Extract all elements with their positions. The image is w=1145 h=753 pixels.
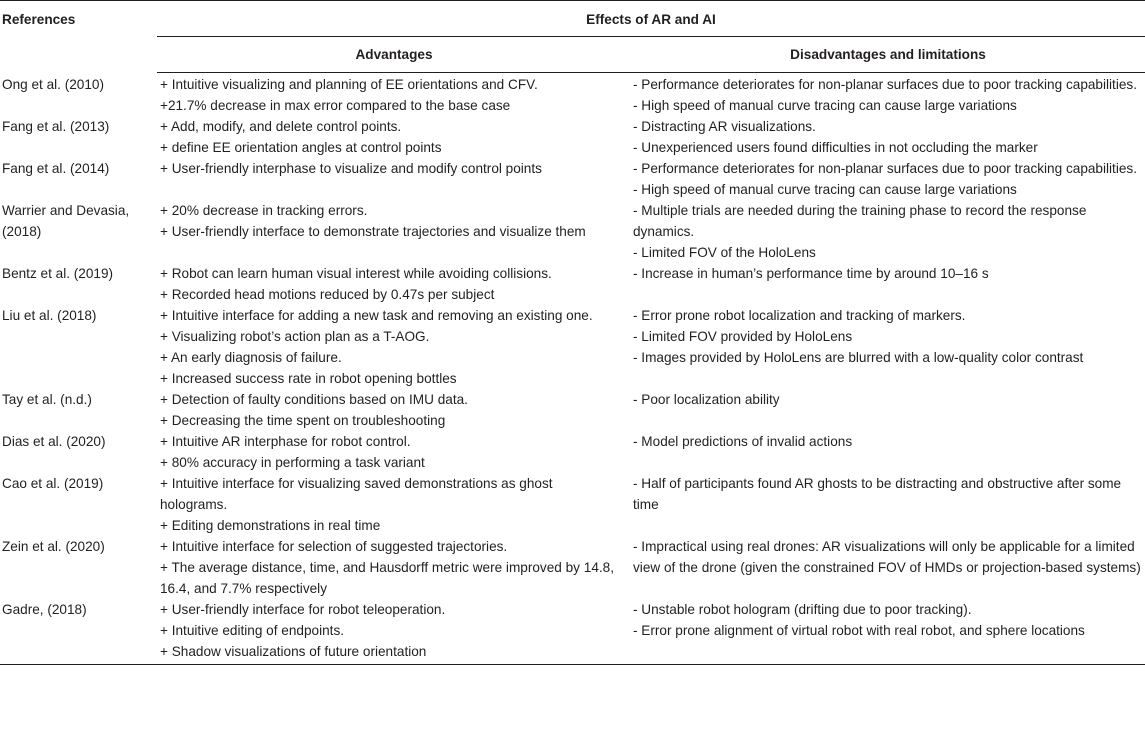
- disadvantage-item: - High speed of manual curve tracing can cause large variations: [633, 98, 1017, 113]
- table-row: [0, 263, 1145, 305]
- advantage-item: + User-friendly interphase to visualize and modify control points: [160, 161, 542, 176]
- disadvantage-item: - Performance deteriorates for non-planar surfaces due to poor tracking capabilities.: [633, 161, 1137, 176]
- table-row: [0, 473, 1145, 536]
- advantage-item: + Intuitive editing of endpoints.: [160, 623, 345, 638]
- advantage-item: + Visualizing robot’s action plan as a T-AOG.: [160, 329, 430, 344]
- disadvantage-item: - High speed of manual curve tracing can cause large variations: [633, 182, 1017, 197]
- disadvantage-item: - Performance deteriorates for non-planar surfaces due to poor tracking capabilities.: [633, 77, 1137, 92]
- advantage-item: + Detection of faulty conditions based on IMU data.: [160, 392, 468, 407]
- advantage-item: + User-friendly interface for robot teleoperation.: [160, 602, 446, 617]
- advantage-item: + User-friendly interface to demonstrate trajectories and visualize them: [160, 224, 586, 239]
- advantage-item: + Increased success rate in robot opening bottles: [160, 371, 457, 386]
- disadvantages-cell: [631, 599, 1145, 665]
- disadvantages-cell: [631, 431, 1145, 473]
- advantage-item: + An early diagnosis of failure.: [160, 350, 342, 365]
- reference-cell: Tay et al. (n.d.): [2, 392, 92, 407]
- disadvantage-item: - Unstable robot hologram (drifting due to poor tracking).: [633, 602, 972, 617]
- disadvantage-item: - Poor localization ability: [633, 392, 780, 407]
- table-row: [0, 305, 1145, 389]
- advantages-cell: [157, 116, 631, 158]
- disadvantage-item: - Limited FOV of the HoloLens: [633, 245, 816, 260]
- advantage-item: +21.7% decrease in max error compared to the base case: [160, 98, 511, 113]
- reference-cell: Cao et al. (2019): [2, 476, 104, 491]
- table-body: [0, 73, 1145, 665]
- table-row: [0, 158, 1145, 200]
- advantage-item: + Robot can learn human visual interest while avoiding collisions.: [160, 266, 552, 281]
- advantage-item: + The average distance, time, and Hausdorff metric were improved by 14.8, 16.4, and 7.7% respectively: [160, 560, 614, 596]
- reference-cell: Zein et al. (2020): [2, 539, 105, 554]
- disadvantages-cell: [631, 158, 1145, 200]
- reference-cell: Dias et al. (2020): [2, 434, 106, 449]
- table-row: [0, 116, 1145, 158]
- disadvantages-cell: [631, 389, 1145, 431]
- table-row: [0, 431, 1145, 473]
- disadvantages-cell: [631, 536, 1145, 599]
- disadvantage-item: - Limited FOV provided by HoloLens: [633, 329, 853, 344]
- advantages-cell: [157, 431, 631, 473]
- disadvantage-item: - Increase in human’s performance time by around 10–16 s: [633, 266, 989, 281]
- advantages-cell: [157, 536, 631, 599]
- advantages-cell: [157, 263, 631, 305]
- disadvantage-item: - Half of participants found AR ghosts to be distracting and obstructive after some time: [633, 476, 1122, 512]
- advantage-item: + Editing demonstrations in real time: [160, 518, 381, 533]
- reference-cell: Liu et al. (2018): [2, 308, 97, 323]
- disadvantages-cell: [631, 116, 1145, 158]
- table-row: [0, 200, 1145, 263]
- disadvantage-item: - Impractical using real drones: AR visualizations will only be applicable for a limited view of the drone (given the constrained FOV of HMDs or projection-based systems): [633, 539, 1141, 575]
- advantages-cell: [157, 305, 631, 389]
- table-row: [0, 73, 1145, 117]
- effects-header: Effects of AR and AI: [157, 1, 1145, 37]
- advantages-cell: [157, 599, 631, 665]
- reference-cell: Fang et al. (2013): [2, 119, 110, 134]
- disadvantage-item: - Error prone robot localization and tracking of markers.: [633, 308, 966, 323]
- advantage-item: + Intuitive interface for selection of suggested trajectories.: [160, 539, 508, 554]
- reference-cell: Fang et al. (2014): [2, 161, 110, 176]
- disadvantage-item: - Distracting AR visualizations.: [633, 119, 816, 134]
- disadvantages-cell: [631, 200, 1145, 263]
- advantage-item: + Intuitive visualizing and planning of EE orientations and CFV.: [160, 77, 538, 92]
- disadvantages-cell: [631, 473, 1145, 536]
- references-header: References: [0, 1, 157, 37]
- disadvantages-cell: [631, 263, 1145, 305]
- advantages-cell: [157, 389, 631, 431]
- advantage-item: + Shadow visualizations of future orientation: [160, 644, 427, 659]
- disadvantages-header: Disadvantages and limitations: [631, 37, 1145, 73]
- disadvantages-cell: [631, 73, 1145, 117]
- advantage-item: + Recorded head motions reduced by 0.47s per subject: [160, 287, 495, 302]
- header-row-sub: [0, 37, 1145, 73]
- advantages-cell: [157, 473, 631, 536]
- advantage-item: + Decreasing the time spent on troubleshooting: [160, 413, 446, 428]
- advantage-item: + define EE orientation angles at control points: [160, 140, 442, 155]
- advantage-item: + Intuitive interface for visualizing saved demonstrations as ghost holograms.: [160, 476, 553, 512]
- advantages-cell: [157, 73, 631, 117]
- reference-cell: Warrier and Devasia, (2018): [2, 203, 130, 239]
- disadvantage-item: - Unexperienced users found difficulties in not occluding the marker: [633, 140, 1038, 155]
- table-row: [0, 599, 1145, 665]
- advantages-header: Advantages: [157, 37, 631, 73]
- advantage-item: + Intuitive interface for adding a new task and removing an existing one.: [160, 308, 593, 323]
- disadvantage-item: - Model predictions of invalid actions: [633, 434, 853, 449]
- reference-cell: Gadre, (2018): [0, 599, 157, 665]
- disadvantage-item: - Multiple trials are needed during the training phase to record the response dynamics.: [633, 203, 1087, 239]
- table-row: [0, 536, 1145, 599]
- advantage-item: + Add, modify, and delete control points.: [160, 119, 402, 134]
- disadvantage-item: - Images provided by HoloLens are blurred with a low-quality color contrast: [633, 350, 1084, 365]
- advantage-item: + 80% accuracy in performing a task variant: [160, 455, 425, 470]
- advantage-item: + 20% decrease in tracking errors.: [160, 203, 368, 218]
- disadvantage-item: - Error prone alignment of virtual robot with real robot, and sphere locations: [633, 623, 1085, 638]
- header-spacer: [0, 37, 157, 73]
- advantages-cell: [157, 200, 631, 263]
- reference-cell: Ong et al. (2010): [2, 76, 105, 92]
- reference-cell: Bentz et al. (2019): [2, 266, 114, 281]
- header-row-top: [0, 1, 1145, 37]
- table-row: [0, 389, 1145, 431]
- advantage-item: + Intuitive AR interphase for robot control.: [160, 434, 411, 449]
- advantages-cell: [157, 158, 631, 200]
- disadvantages-cell: [631, 305, 1145, 389]
- table-header: [0, 1, 1145, 73]
